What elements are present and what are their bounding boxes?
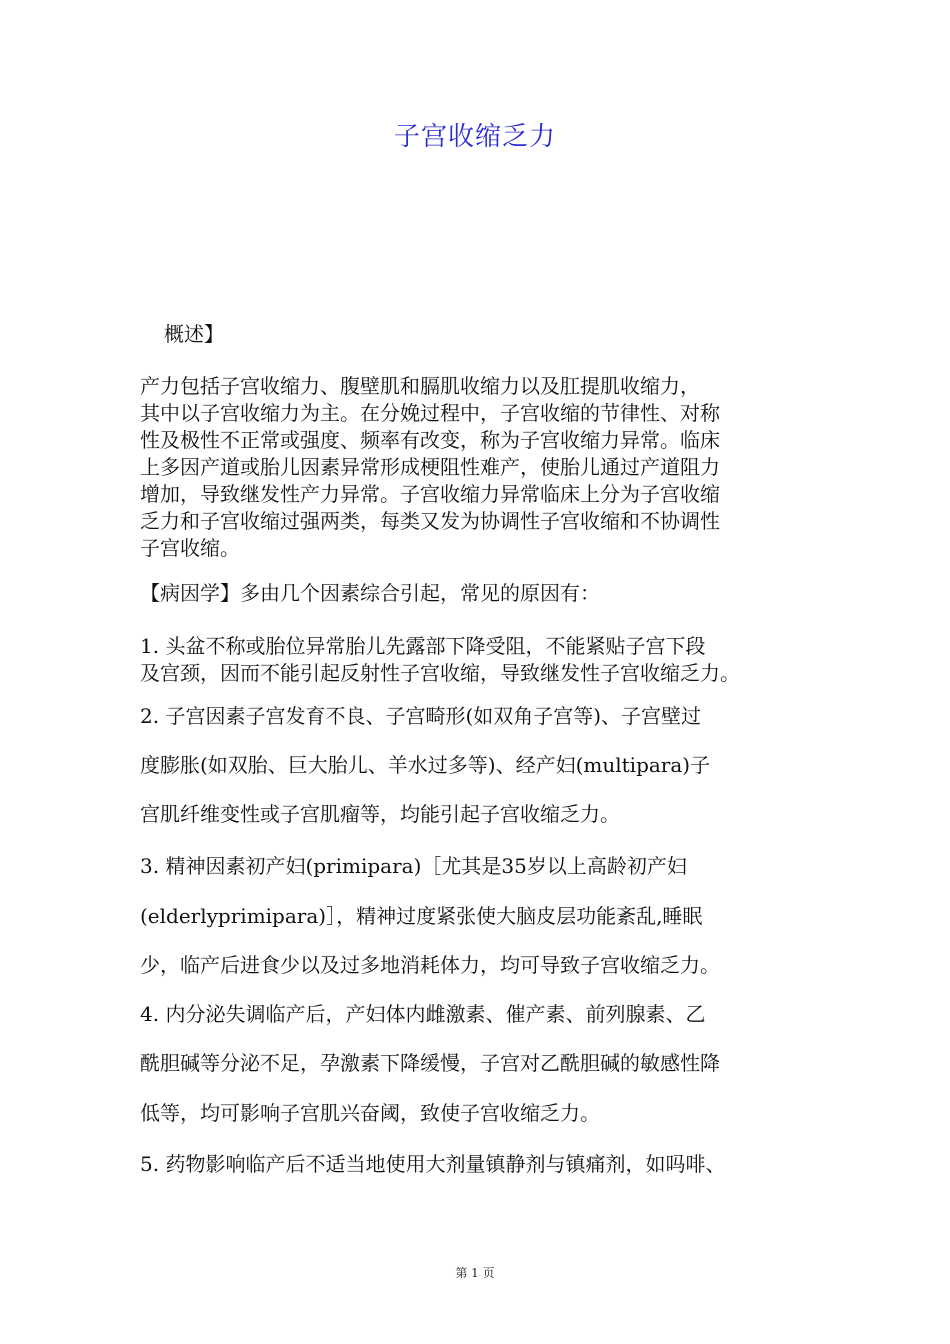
overview-line: 子宫收缩。	[140, 536, 240, 560]
etiology-intro: 【病因学】多由几个因素综合引起，常见的原因有：	[140, 581, 600, 605]
overview-line: 其中以子宫收缩力为主。在分娩过程中，子宫收缩的节律性、对称	[140, 401, 720, 425]
list-item-1-line: 及宫颈，因而不能引起反射性子宫收缩，导致继发性子宫收缩乏力。	[140, 661, 740, 685]
list-item-3-line: 3. 精神因素初产妇(primipara)［尤其是35岁以上高龄初产妇	[140, 854, 687, 878]
overview-line: 上多因产道或胎儿因素异常形成梗阻性难产，使胎儿通过产道阻力	[140, 455, 720, 479]
overview-line: 乏力和子宫收缩过强两类，每类又发为协调性子宫收缩和不协调性	[140, 509, 720, 533]
list-item-2-line: 宫肌纤维变性或子宫肌瘤等，均能引起子宫收缩乏力。	[140, 802, 620, 826]
overview-line: 性及极性不正常或强度、频率有改变，称为子宫收缩力异常。临床	[140, 428, 720, 452]
list-item-4-line: 酰胆碱等分泌不足，孕激素下降缓慢，子宫对乙酰胆碱的敏感性降	[140, 1051, 720, 1075]
list-item-5-line: 5. 药物影响临产后不适当地使用大剂量镇静剂与镇痛剂，如吗啡、	[140, 1152, 726, 1176]
overview-line: 增加，导致继发性产力异常。子宫收缩力异常临床上分为子宫收缩	[140, 482, 720, 506]
list-item-3-line: 少，临产后进食少以及过多地消耗体力，均可导致子宫收缩乏力。	[140, 953, 720, 977]
page-title: 子宫收缩乏力	[393, 122, 556, 152]
page-number: 第 1 页	[455, 1266, 495, 1280]
list-item-1-line: 1. 头盆不称或胎位异常胎儿先露部下降受阻，不能紧贴子宫下段	[140, 634, 706, 658]
list-item-2-line: 度膨胀(如双胎、巨大胎儿、羊水过多等)、经产妇(multipara)子	[140, 753, 711, 777]
list-item-3-line: (elderlyprimipara)］，精神过度紧张使大脑皮层功能紊乱,睡眠	[140, 904, 703, 928]
list-item-2-line: 2. 子宫因素子宫发育不良、子宫畸形(如双角子宫等)、子宫壁过	[140, 704, 702, 728]
list-item-4-line: 低等，均可影响子宫肌兴奋阈，致使子宫收缩乏力。	[140, 1101, 600, 1125]
overview-line: 产力包括子宫收缩力、腹壁肌和膈肌收缩力以及肛提肌收缩力，	[140, 374, 700, 398]
overview-heading: 概述】	[164, 322, 224, 346]
list-item-4-line: 4. 内分泌失调临产后，产妇体内雌激素、催产素、前列腺素、乙	[140, 1002, 706, 1026]
